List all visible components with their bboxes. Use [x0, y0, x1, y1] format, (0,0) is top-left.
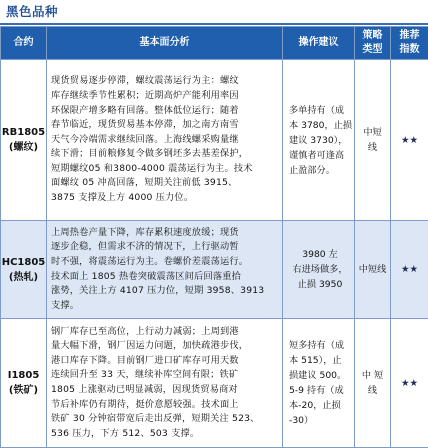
- header-rating-line2: 指数: [391, 43, 428, 57]
- analysis-line: 面螺纹 05 冲高回落，短期关注前低 3915、: [51, 176, 279, 191]
- analysis-cell: [47, 60, 283, 221]
- analysis-line: 续下滑；目前粮修复令做多钢坯多去基差保护，: [51, 147, 279, 162]
- advice-cell: [283, 221, 355, 319]
- rating-stars: ★★: [391, 221, 428, 319]
- analysis-line: 现货贸易逐步停滞，螺纹震荡运行为主：螺纹: [51, 74, 279, 89]
- header-contract: 合约: [1, 27, 47, 60]
- contract-code: I1805: [1, 368, 46, 383]
- advice-line: 损建议 500。: [289, 368, 351, 383]
- analysis-line: 逐步企稳，但需求不济的情况下，上行驱动暂: [51, 240, 279, 255]
- header-rating-line1: 推荐: [391, 29, 428, 43]
- analysis-cell: [47, 221, 283, 319]
- analysis-line: 港口库存下降。目前钢厂进口矿库存可用天数: [51, 354, 279, 369]
- contract-code: HC1805: [1, 255, 46, 270]
- title-divider: [0, 23, 428, 25]
- header-rating: [391, 27, 428, 60]
- analysis-line: 连续回升至 33 天，继续补库空间有限；铁矿: [51, 368, 279, 383]
- rating-stars: ★★: [391, 319, 428, 448]
- strategy-type-line: 中短: [355, 125, 390, 140]
- analysis-line: 技术面上 1805 热卷突破震荡区间后回落重拾: [51, 270, 279, 285]
- analysis-line: 涨势，关注上方 4107 压力位，短期 3958、3913: [51, 284, 279, 299]
- analysis-line: 库存继续季节性累积；近期高炉产能利用率因: [51, 89, 279, 104]
- analysis-line: 上周热卷产量下降，库存累积速度放缓；现货: [51, 226, 279, 241]
- analysis-line: 短期螺纹05 和3800-4000 震荡运行为主。技术: [51, 162, 279, 177]
- analysis-line: 3875 支撑及上方 4000 压力位。: [51, 191, 279, 206]
- contract-name: (铁矿): [1, 383, 46, 398]
- analysis-line: 536 压力，下方 512、503 支撑。: [51, 427, 279, 442]
- analysis-line: 量大幅下滑，钢厂因运力问题，加快疏港步伐，: [51, 339, 279, 354]
- contract-name: (热轧): [1, 270, 46, 285]
- header-type-line1: 策略: [355, 29, 390, 43]
- advice-line: 多单持有（成: [289, 103, 351, 118]
- advice-line: 建议 3730），: [289, 133, 351, 148]
- contract-code: RB1805: [1, 125, 46, 140]
- strategy-table: [0, 26, 428, 448]
- header-type-line2: 类型: [355, 43, 390, 57]
- advice-line: -30）: [289, 413, 351, 428]
- header-advice: 操作建议: [283, 27, 355, 60]
- table-row: [1, 221, 428, 319]
- header-row: [1, 27, 428, 60]
- advice-line: 本 3780，止损: [289, 118, 351, 133]
- advice-line: 止盈部分。: [289, 163, 351, 178]
- advice-line: 5-9 持有（成: [289, 383, 351, 398]
- strategy-type-line: 线: [355, 140, 390, 155]
- advice-line: 谨慎者可逢高: [289, 148, 351, 163]
- rating-stars: ★★: [391, 60, 428, 221]
- advice-cell: [283, 319, 355, 448]
- section-title: 黑色品种: [6, 2, 58, 22]
- strategy-type-line: 线: [355, 383, 390, 398]
- header-strategy-type: [355, 27, 391, 60]
- strategy-type-cell: [355, 60, 391, 221]
- analysis-line: 1805 上涨驱动已明显减弱，因现货贸易商对: [51, 383, 279, 398]
- advice-cell: [283, 60, 355, 221]
- contract-cell: [1, 319, 47, 448]
- advice-line: 3980 左: [289, 247, 351, 262]
- analysis-line: 节后补库仍有期待，挺价意愿较强。技术面上: [51, 398, 279, 413]
- strategy-type-cell: [355, 221, 391, 319]
- analysis-line: 春节临近，现货贸易基本停滞，加之南方南雪: [51, 118, 279, 133]
- table-row: [1, 60, 428, 221]
- analysis-cell: [47, 319, 283, 448]
- analysis-line: 天气今冷端需求继续回落。上海线螺采购量继: [51, 133, 279, 148]
- analysis-line: 支撑。: [51, 299, 279, 314]
- advice-line: 短多持有（成: [289, 338, 351, 353]
- contract-cell: [1, 60, 47, 221]
- analysis-line: 钢厂库存已至高位，上行动力减弱；上周到港: [51, 325, 279, 340]
- advice-line: 本-20，止损: [289, 398, 351, 413]
- analysis-line: 环保限产增多略有回落。整体低位运行；随着: [51, 104, 279, 119]
- advice-line: 止损 3950: [289, 277, 351, 292]
- advice-line: 本 515），止: [289, 353, 351, 368]
- contract-name: (螺纹): [1, 140, 46, 155]
- strategy-type-line: 中短线: [355, 262, 390, 277]
- analysis-line: 时不强，将震荡运行为主。卷螺价差震荡运行。: [51, 255, 279, 270]
- header-analysis: 基本面分析: [47, 27, 283, 60]
- analysis-line: 铁矿 30 分钟宿带宽后走出反弹，短期关注 523、: [51, 412, 279, 427]
- advice-line: 右进场做多，: [289, 262, 351, 277]
- contract-cell: [1, 221, 47, 319]
- strategy-type-cell: [355, 319, 391, 448]
- strategy-type-line: 中 短: [355, 368, 390, 383]
- table-row: [1, 319, 428, 448]
